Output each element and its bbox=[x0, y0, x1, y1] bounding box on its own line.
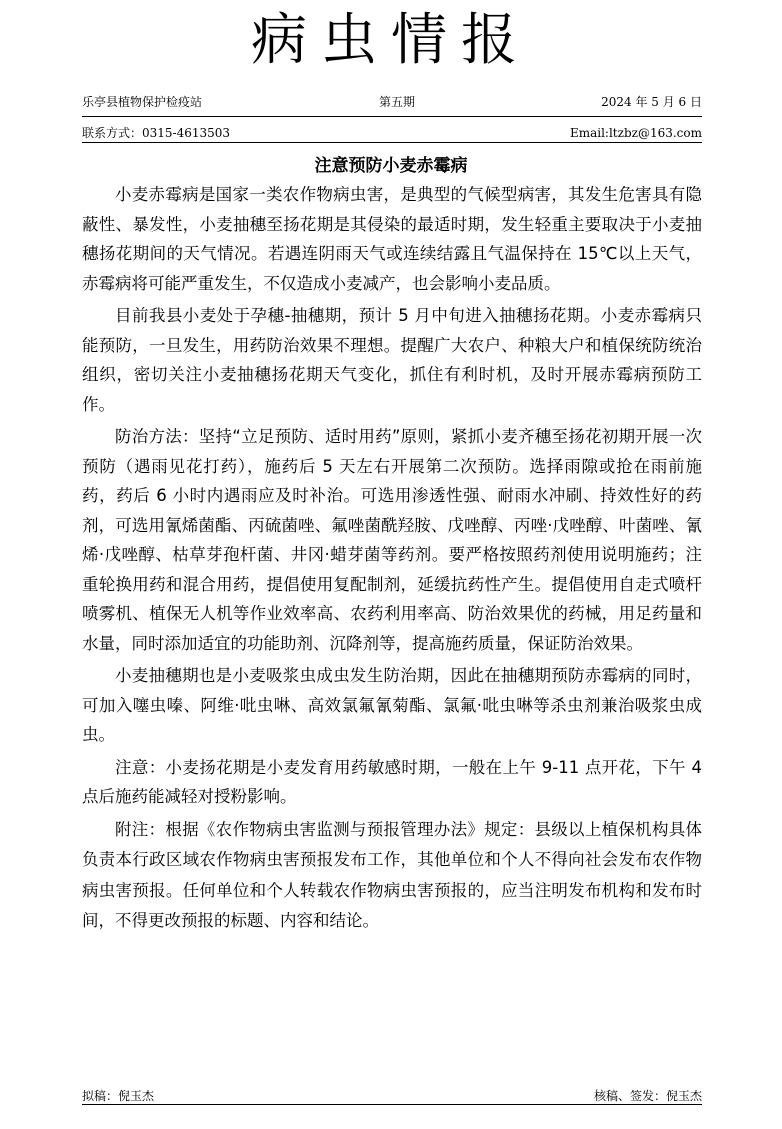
header-info-row bbox=[82, 94, 702, 110]
paragraph: 小麦赤霉病是国家一类农作物病虫害，是典型的气候型病害，其发生危害具有隐蔽性、暴发性，小麦抽穗至扬花期是其侵染的最适时期，发生轻重主要取决于小麦抽穗扬花期间的天气情况。若遇连阴雨天气或连续结露且气温保持在 15℃以上天气，赤霉病将可能严重发生，不仅造成小麦减产，也会影响小麦品质。 bbox=[82, 185, 702, 293]
contact-email: Email:ltzbz@163.com bbox=[569, 126, 702, 140]
masthead-title: 病虫情报 bbox=[251, 8, 531, 73]
contact-phone: 联系方式：0315-4613503 bbox=[82, 126, 231, 140]
legal-note: 附注：根据《农作物病虫害监测与预报管理办法》规定：县级以上植保机构具体负责本行政区域农作物病虫害预报发布工作，其他单位和个人不得向社会发布农作物病虫害预报。任何单位和个人转载农作物病虫害预报的，应当注明发布机构和发布时间，不得更改预报的标题、内容和结论。 bbox=[82, 819, 702, 930]
drafter: 拟稿：倪玉杰 bbox=[82, 1089, 155, 1103]
paragraph: 注意：小麦扬花期是小麦发育用药敏感时期，一般在上午 9-11 点开花，下午 4 点后施药能减轻对授粉影响。 bbox=[82, 757, 702, 806]
footer-divider bbox=[82, 1104, 702, 1105]
issue-date: 2024 年 5 月 6 日 bbox=[601, 95, 702, 109]
article-title: 注意预防小麦赤霉病 bbox=[314, 156, 468, 176]
footer-row bbox=[82, 1088, 702, 1104]
issuing-organization: 乐亭县植物保护检疫站 bbox=[82, 95, 203, 109]
paragraph: 小麦抽穗期也是小麦吸浆虫成虫发生防治期，因此在抽穗期预防赤霉病的同时，可加入噻虫嗪、阿维·吡虫啉、高效氯氟氰菊酯、氯氟·吡虫啉等杀虫剂兼治吸浆虫成虫。 bbox=[82, 666, 702, 744]
contact-row bbox=[82, 125, 702, 141]
issue-number: 第五期 bbox=[379, 95, 416, 109]
header-divider bbox=[82, 116, 702, 117]
paragraph: 防治方法：坚持“立足预防、适时用药”原则，紧抓小麦齐穗至扬花初期开展一次预防（遇雨见花打药），施药后 5 天左右开展第二次预防。选择雨隙或抢在雨前施药，药后 6 小时内遇雨应及时补治。可选用渗透性强、耐雨水冲刷、持效性好的药剂，可选用氰烯菌酯、丙硫菌唑、氟唑菌酰羟胺、戊唑醇、丙唑·戊唑醇、叶菌唑、氰烯·戊唑醇、枯草芽孢杆菌、井冈·蜡芽菌等药剂。要严格按照药剂使用说明施药；注重轮换用药和混合用药，提倡使用复配制剂，延缓抗药性产生。提倡使用自走式喷杆喷雾机、植保无人机等作业效率高、农药利用率高、防治效果优的药械，用足药量和水量，同时添加适宜的功能助剂、沉降剂等，提高施药质量，保证防治效果。 bbox=[82, 427, 702, 653]
contact-divider bbox=[82, 142, 702, 143]
reviewer: 核稿、签发：倪玉杰 bbox=[593, 1089, 702, 1103]
article-body bbox=[82, 180, 702, 940]
paragraph: 目前我县小麦处于孕穗-抽穗期，预计 5 月中旬进入抽穗扬花期。小麦赤霉病只能预防，一旦发生，用药防治效果不理想。提醒广大农户、种粮大户和植保统防统治组织，密切关注小麦抽穗扬花期天气变化，抓住有利时机，及时开展赤霉病预防工作。 bbox=[82, 306, 702, 414]
